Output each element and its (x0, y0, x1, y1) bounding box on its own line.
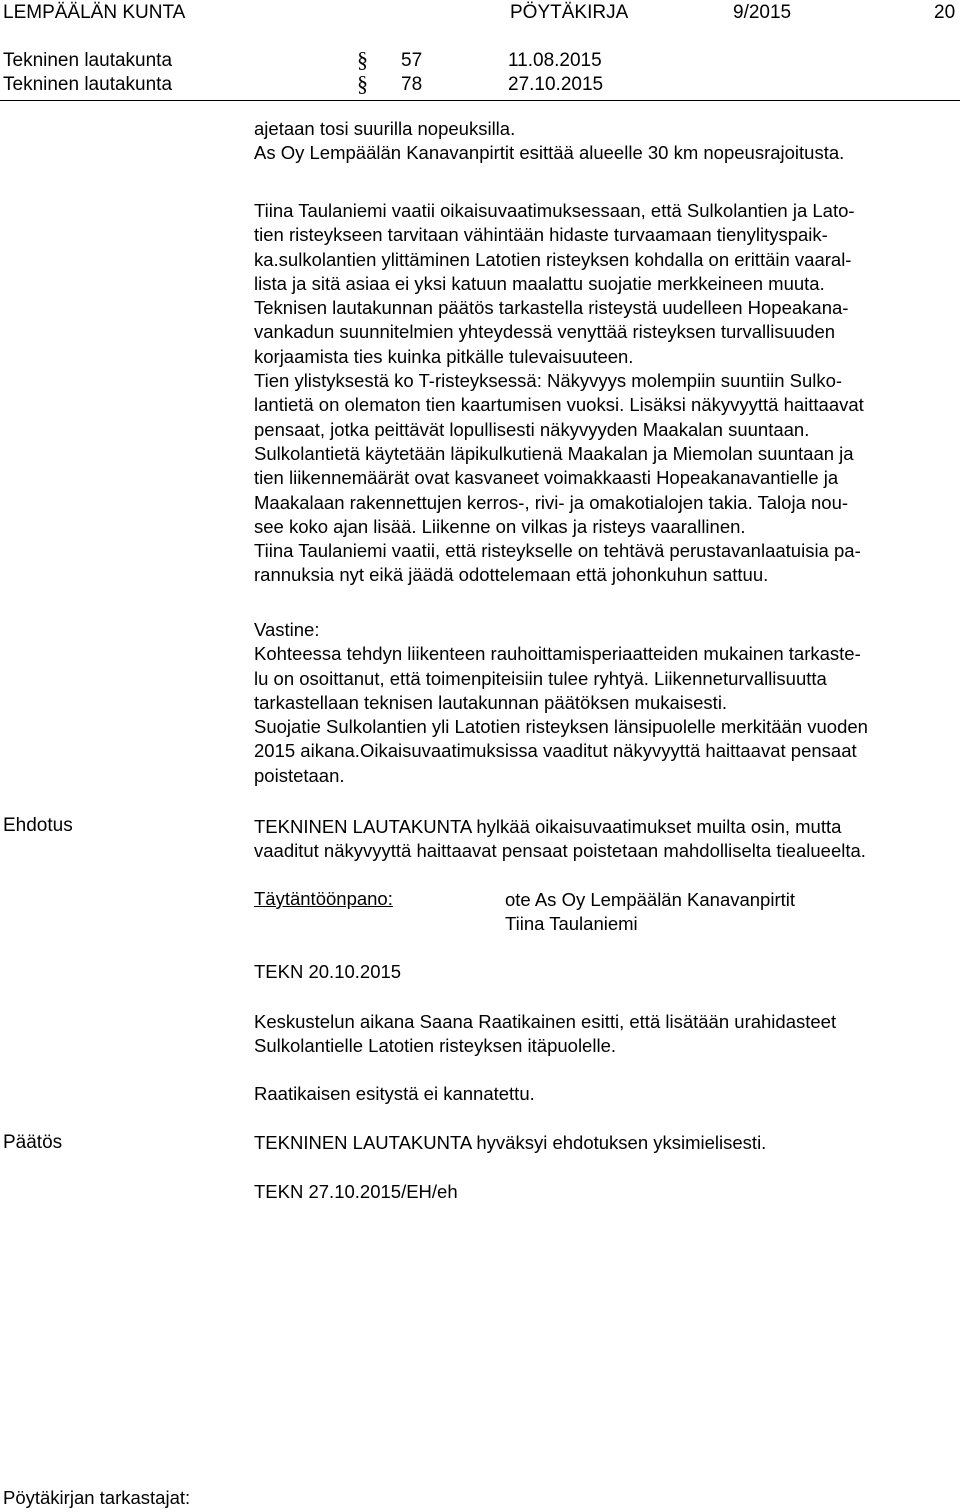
ref-body-1: Tekninen lautakunta (3, 50, 173, 71)
text-line: Sulkolantietä käytetään läpikulkutienä Maakalan ja Miemolan suuntaan ja (254, 442, 854, 464)
text-line: tien risteykseen tarvitaan vähintään hidaste turvaamaan tienylityspaik- (254, 224, 828, 246)
text-line: Tiina Taulaniemi vaatii, että risteykselle on tehtävä perustavanlaatuisia pa- (254, 540, 861, 562)
text-line: Kohteessa tehdyn liikenteen rauhoittamisperiaatteiden mukainen tarkaste- (254, 643, 861, 665)
document-type: PÖYTÄKIRJA (510, 2, 629, 23)
svg-text:§: § (357, 72, 368, 96)
text-line: rannuksia nyt eikä jäädä odottelemaan että johonkuhun sattuu. (254, 564, 769, 586)
section-icon (356, 72, 370, 101)
paatos-label: Päätös (3, 1132, 63, 1153)
text-line: Maakalaan rakennettujen kerros-, rivi- ja omakotialojen takia. Taloja nou- (254, 491, 849, 513)
vastine-label: Vastine: (254, 619, 320, 640)
tekn-date: TEKN 20.10.2015 (254, 961, 402, 982)
raatikainen-text: Raatikaisen esitystä ei kannatettu. (254, 1083, 535, 1104)
text-line: Suojatie Sulkolantien yli Latotien risteyksen länsipuolelle merkitään vuoden (254, 716, 868, 738)
recipient: Tiina Taulaniemi (505, 913, 638, 935)
vastine-section (254, 618, 958, 788)
page-number: 20 (934, 2, 956, 23)
ref-date-2: 27.10.2015 (508, 74, 604, 95)
document-number: 9/2015 (733, 2, 792, 23)
ehdotus-text (254, 815, 958, 864)
municipality-name: LEMPÄÄLÄN KUNTA (3, 2, 186, 23)
header-divider (0, 100, 960, 101)
keskustelu-text (254, 1010, 958, 1059)
ref-section-2: 78 (401, 74, 423, 95)
text-line: As Oy Lempäälän Kanavanpirtit esittää alueelle 30 km nopeusrajoitusta. (254, 142, 845, 164)
paragraph-speed (254, 117, 958, 166)
text-line: ajetaan tosi suurilla nopeuksilla. (254, 118, 516, 139)
text-line: pensaat, jotka peittävät lopullisesti näkyvyyden Maakalan suuntaan. (254, 418, 810, 440)
paatos-text: TEKNINEN LAUTAKUNTA hyväksyi ehdotuksen yksimielisesti. (254, 1132, 767, 1153)
taytantoonpano-recipients (505, 888, 795, 937)
paragraph-objection (254, 199, 958, 588)
footer-label: Pöytäkirjan tarkastajat: (3, 1487, 191, 1508)
signature-line: TEKN 27.10.2015/EH/eh (254, 1181, 458, 1202)
text-line: vankadun suunnitelmien yhteydessä venyttää risteyksen turvallisuuden (254, 321, 836, 343)
text-line: ka.sulkolantien ylittäminen Latotien risteyksen kohdalla on erittäin vaaral- (254, 248, 852, 270)
text-line: Sulkolantielle Latotien risteyksen itäpuolelle. (254, 1035, 616, 1057)
recipient: ote As Oy Lempäälän Kanavanpirtit (505, 889, 796, 910)
text-line: korjaamista ties kuinka pitkälle tulevaisuuteen. (254, 345, 634, 367)
ref-date-1: 11.08.2015 (508, 50, 602, 71)
text-line: lu on osoittanut, että toimenpiteisiin tulee ryhtyä. Liikenneturvallisuutta (254, 667, 827, 689)
text-line: lista ja sitä asiaa ei yksi katuun maalattu suojatie merkkeineen muuta. (254, 272, 825, 294)
ref-section-1: 57 (401, 50, 423, 71)
text-line: see koko ajan lisää. Liikenne on vilkas ja risteys vaarallinen. (254, 515, 746, 537)
ref-body-2: Tekninen lautakunta (3, 74, 173, 95)
ehdotus-label: Ehdotus (3, 815, 73, 836)
text-line: Keskustelun aikana Saana Raatikainen esitti, että lisätään urahidasteet (254, 1011, 837, 1032)
svg-text:§: § (357, 48, 368, 72)
text-line: vaaditut näkyvyyttä haittaavat pensaat poistetaan mahdolliselta tiealueelta. (254, 840, 866, 862)
text-line: TEKNINEN LAUTAKUNTA hylkää oikaisuvaatimukset muilta osin, mutta (254, 816, 842, 837)
text-line: Teknisen lautakunnan päätös tarkastella risteystä uudelleen Hopeakana- (254, 297, 849, 319)
text-line: tarkastellaan teknisen lautakunnan päätöksen mukaisesti. (254, 691, 728, 713)
text-line: 2015 aikana.Oikaisuvaatimuksissa vaaditut näkyvyyttä haittaavat pensaat (254, 740, 857, 762)
text-line: tien liikennemäärät ovat kasvaneet voimakkaasti Hopeakanavantielle ja (254, 467, 839, 489)
taytantoonpano-label: Täytäntöönpano: (254, 888, 393, 909)
text-line: lantietä on olematon tien kaartumisen vuoksi. Lisäksi näkyvyyttä haittaavat (254, 394, 864, 416)
text-line: poistetaan. (254, 764, 345, 786)
text-line: Tiina Taulaniemi vaatii oikaisuvaatimuksessaan, että Sulkolantien ja Lato- (254, 200, 855, 221)
text-line: Tien ylistyksestä ko T-risteyksessä: Näkyvyys molempiin suuntiin Sulko- (254, 370, 843, 392)
